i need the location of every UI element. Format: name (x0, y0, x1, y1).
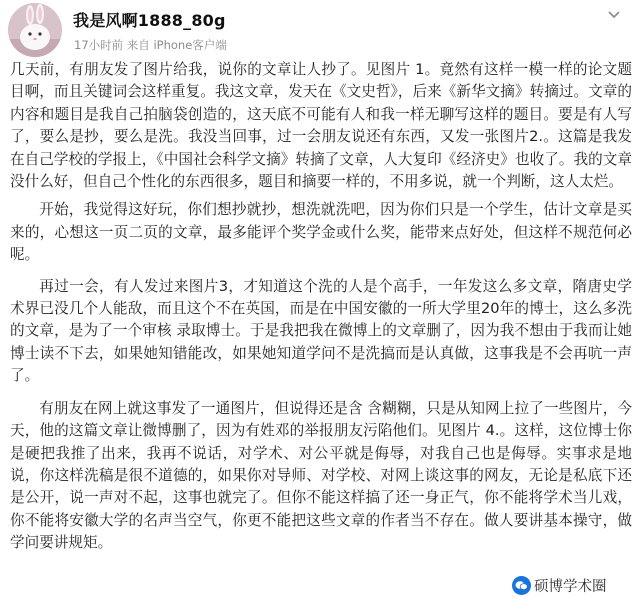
watermark (510, 574, 610, 596)
post-paragraph: 开始，我觉得这好玩，你们想抄就抄，想洗就洗吧，因为你们只是一个学生，估计文章是买来的，心想这一页二页的文章，最多能评个奖学金或什么奖，能带来点好处，但这样不规范何必呢。 (10, 201, 632, 264)
chevron-down-icon[interactable] (606, 6, 622, 25)
post-paragraph: 有朋友在网上就这事发了一通图片，但说得还是含 含糊糊，只是从知网上拉了一些图片，今天，他的这篇文章让微博删了，因为有姓邓的举报朋友污陷他们。见图片 4.。这样，这位博士你是硬把我推了出来，我再不说话，对学术、对公平就是侮辱，对我自己也是侮辱。实事求是地说，你这样洗稿是很不道德的，如果你对导师、对学校、对网上谈这事的网友，无论是私底下还是公开，说一声对不起，这事也就完了。但你不能这样搞了还一身正气，你不能将学术当儿戏，你不能将安徽大学的名声当空气，你更不能把这些文章的作者当不存在。做人要讲基本操守，做学问要讲规矩。 (10, 399, 632, 552)
post-body (10, 59, 632, 561)
username[interactable]: 我是风啊1888_80g (73, 11, 226, 30)
post-header (0, 0, 640, 58)
post-meta (74, 37, 227, 53)
post-paragraph: 再过一会，有人发过来图片3，才知道这个洗的人是个高手，一年发这么多文章，隋唐史学术界已没几个人能敌，而且这个不在英国，而是在中国安徽的一所大学里20年的博士，这么多洗的文章，是为了一个审核 录取博士。于是我把我在微博上的文章删了，因为我不想由于我而让她博士读不下去，如果她知错能改，如果她知道学问不是洗搞而是认真做，这事我是不会再吭一声了。 (10, 277, 632, 385)
avatar[interactable] (8, 3, 62, 57)
rabbit-avatar-icon (8, 3, 62, 57)
timestamp: 17小时前 (74, 38, 124, 52)
wechat-logo-icon (512, 576, 531, 595)
post-paragraph: 几天前，有朋友发了图片给我，说你的文章让人抄了。见图片 1。竟然有这样一模一样的论文题目啊，而且关键词会这样重复。我这文章，发天在《文史哲》，后来《新华文摘》转摘过。文章的内容和题目是我自己拍脑袋创造的，这天底不可能有人和我一样无聊写这样的题目。要是有人写了，要么是抄，要么是洗。我没当回事，过一会朋友说还有东西，又发一张图片2.。这篇是我发在自己学校的学报上，《中国社会科学文摘》转摘了文章，人大复印《经济史》也收了。我的文章没什么好，但自己个性化的东西很多，题目和摘要一样的，不用多说，就一个判断，这人太烂。 (10, 61, 632, 191)
source-label[interactable]: 来自 iPhone客户端 (126, 38, 227, 52)
watermark-text: 硕博学术圈 (534, 578, 607, 595)
